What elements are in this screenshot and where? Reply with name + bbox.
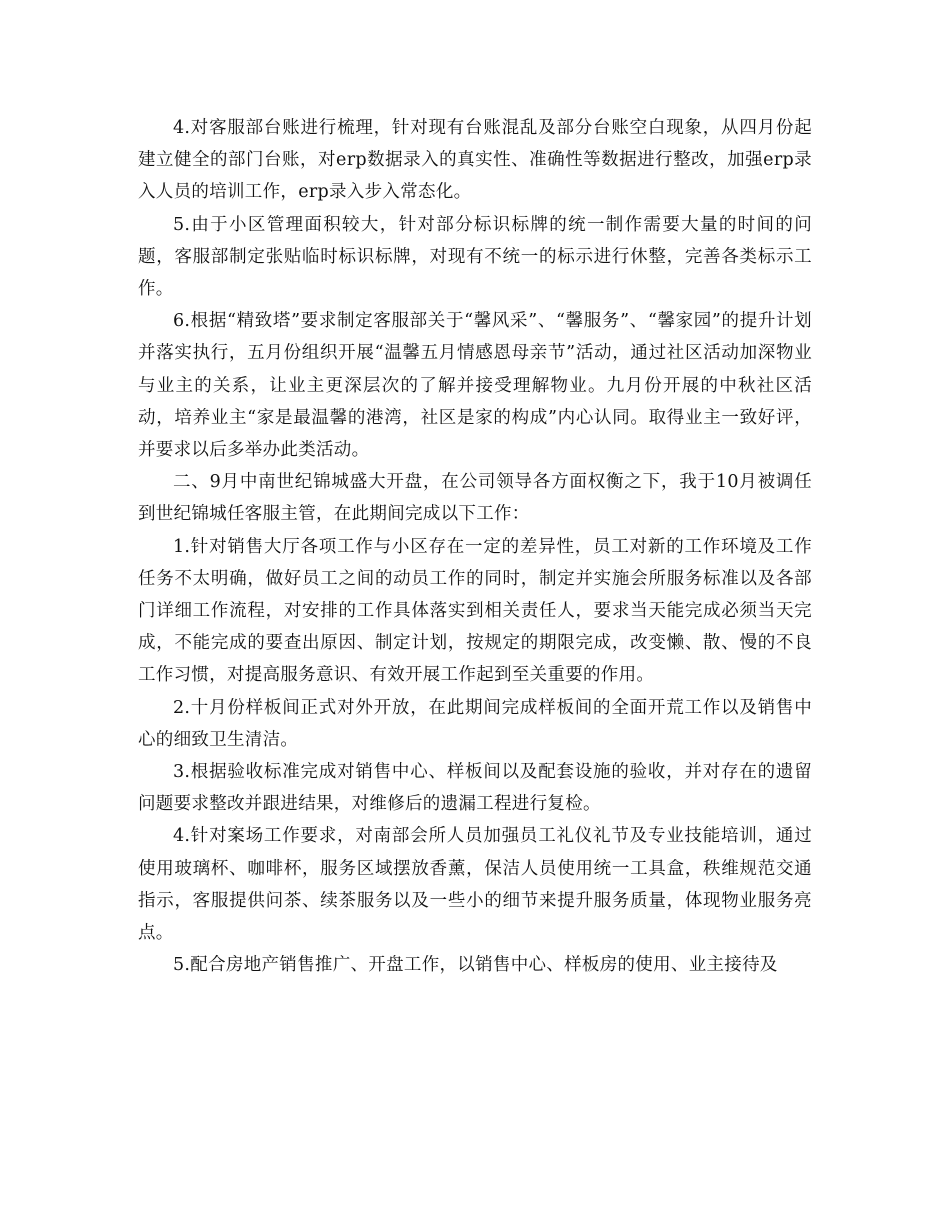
paragraph: 4.针对案场工作要求，对南部会所人员加强员工礼仪礼节及专业技能培训，通过使用玻璃杯、咖啡杯，服务区域摆放香薰，保洁人员使用统一工具盒，秩维规范交通指示，客服提供问茶、续茶服务以及一些小的细节来提升服务质量，体现物业服务亮点。	[138, 826, 812, 944]
paragraph: 2.十月份样板间正式对外开放，在此期间完成样板间的全面开荒工作以及销售中心的细致卫生清洁。	[138, 697, 812, 750]
paragraph: 二、9月中南世纪锦城盛大开盘，在公司领导各方面权衡之下，我于10月被调任到世纪锦城任客服主管，在此期间完成以下工作：	[138, 472, 812, 525]
paragraph: 3.根据验收标准完成对销售中心、样板间以及配套设施的验收，并对存在的遗留问题要求整改并跟进结果，对维修后的遗漏工程进行复检。	[138, 762, 812, 815]
paragraph: 5.由于小区管理面积较大，针对部分标识标牌的统一制作需要大量的时间的问题，客服部制定张贴临时标识标牌，对现有不统一的标示进行休整，完善各类标示工作。	[138, 214, 812, 300]
paragraph: 6.根据“精致塔”要求制定客服部关于“馨风采”、“馨服务”、“馨家园”的提升计划并落实执行，五月份组织开展“温馨五月情感恩母亲节”活动，通过社区活动加深物业与业主的关系，让业主更深层次的了解并接受理解物业。九月份开展的中秋社区活动，培养业主“家是最温馨的港湾，社区是家的构成”内心认同。取得业主一致好评，并要求以后多举办此类活动。	[138, 311, 812, 461]
paragraph: 5.配合房地产销售推广、开盘工作，以销售中心、样板房的使用、业主接待及	[173, 955, 778, 976]
document-page	[138, 112, 812, 981]
paragraph: 1.针对销售大厅各项工作与小区存在一定的差异性，员工对新的工作环境及工作任务不太明确，做好员工之间的动员工作的同时，制定并实施会所服务标准以及各部门详细工作流程，对安排的工作具体落实到相关责任人，要求当天能完成必须当天完成，不能完成的要查出原因、制定计划，按规定的期限完成，改变懒、散、慢的不良工作习惯，对提高服务意识、有效开展工作起到至关重要的作用。	[138, 536, 812, 686]
paragraph: 4.对客服部台账进行梳理，针对现有台账混乱及部分台账空白现象，从四月份起建立健全的部门台账，对erp数据录入的真实性、准确性等数据进行整改，加强erp录入人员的培训工作，erp录入步入常态化。	[138, 118, 812, 203]
